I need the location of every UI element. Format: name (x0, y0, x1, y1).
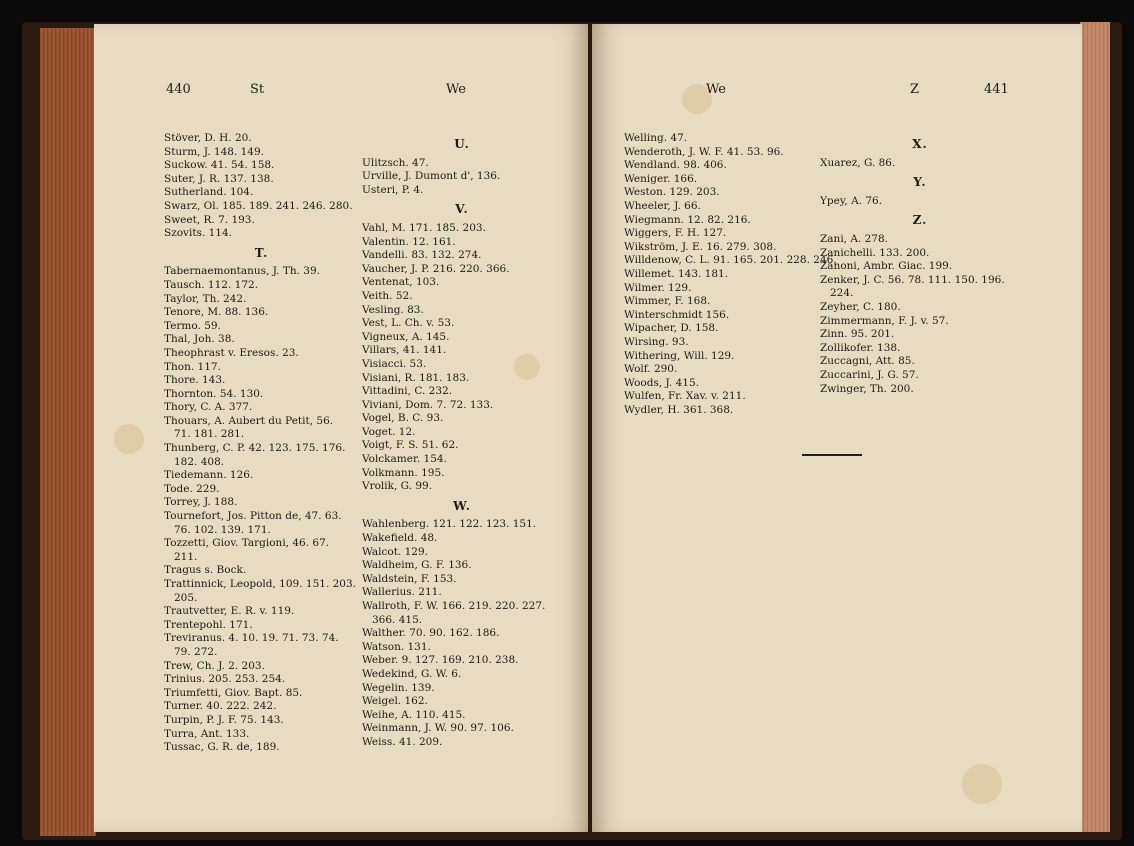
index-entry: Wilmer. 129. (624, 281, 692, 294)
index-entry: Urville, J. Dumont d', 136. (362, 170, 501, 183)
index-entry: Swarz, Ol. 185. 189. 241. 246. 280. (164, 199, 353, 212)
index-entry: Visiani, R. 181. 183. (362, 371, 470, 384)
running-head-left: St (250, 82, 265, 97)
index-entry: Wiegmann. 12. 82. 216. (624, 213, 751, 226)
index-entry: Wegelin. 139. (362, 681, 435, 694)
right-page (592, 24, 1082, 832)
index-entry: Wydler, H. 361. 368. (624, 403, 734, 416)
index-entry: Zanichelli. 133. 200. (820, 246, 930, 259)
letter-heading: W. (453, 498, 471, 513)
index-entry: Turpin, P. J. F. 75. 143. (164, 713, 284, 726)
letter-heading: X. (912, 137, 928, 151)
index-entry: Vaucher, J. P. 216. 220. 366. (362, 262, 510, 275)
index-entry: Thon. 117. (164, 360, 221, 373)
index-entry: Walther. 70. 90. 162. 186. (362, 627, 500, 640)
index-column (164, 132, 359, 755)
index-entry: Thunberg, C. P. 42. 123. 175. 176. (164, 442, 346, 455)
page-edges-left (40, 28, 96, 836)
index-entry: Tragus s. Bock. (164, 564, 247, 577)
running-head-right: We (446, 82, 466, 97)
index-entry: Ulitzsch. 47. (362, 156, 429, 169)
page-edges-right (1080, 22, 1110, 832)
index-entry: 224. (830, 287, 854, 300)
index-entry: Wikström, J. E. 16. 279. 308. (624, 240, 777, 253)
index-entry: Vesling. 83. (362, 303, 424, 316)
running-head-right: Z (910, 82, 920, 97)
index-entry: Trentepohl. 171. (164, 618, 253, 631)
index-entry: Zuccarini, J. G. 57. (820, 368, 919, 381)
index-entry: Thal, Joh. 38. (164, 333, 235, 346)
index-entry: Sutherland. 104. (164, 186, 254, 199)
letter-heading: T. (254, 245, 269, 260)
index-entry: Viviani, Dom. 7. 72. 133. (362, 398, 494, 411)
letter-heading: U. (454, 137, 470, 151)
index-entry: Suckow. 41. 54. 158. (164, 159, 275, 172)
index-entry: Thore. 143. (164, 374, 226, 387)
index-entry: 205. (174, 591, 198, 604)
index-entry: Vandelli. 83. 132. 274. (362, 249, 482, 262)
index-entry: Weston. 129. 203. (624, 186, 720, 199)
index-entry: Wipacher, D. 158. (624, 322, 719, 335)
index-entry: Weniger. 166. (624, 172, 698, 185)
index-entry: Termo. 59. (164, 319, 221, 332)
index-entry: Zimmermann, F. J. v. 57. (820, 314, 949, 327)
index-entry: Voigt, F. S. 51. 62. (362, 439, 459, 452)
index-entry: Volkmann. 195. (362, 466, 445, 479)
index-entry: Torrey, J. 188. (164, 496, 238, 509)
index-entry: Weiss. 41. 209. (362, 735, 443, 748)
index-entry: Wirsing. 93. (624, 335, 689, 348)
index-entry: Ypey, A. 76. (820, 194, 883, 207)
index-entry: Withering, Will. 129. (624, 349, 735, 362)
index-entry: Turra, Ant. 133. (164, 727, 250, 740)
index-entry: Vittadini, C. 232. (362, 385, 453, 398)
index-entry: Wenderoth, J. W. F. 41. 53. 96. (624, 145, 784, 158)
index-entry: Wulfen, Fr. Xav. v. 211. (624, 390, 746, 403)
index-entry: Wimmer, F. 168. (624, 295, 711, 308)
index-entry: Vahl, M. 171. 185. 203. (362, 221, 486, 234)
index-entry: Wheeler, J. 66. (624, 199, 701, 212)
index-entry: Vigneux, A. 145. (362, 330, 450, 343)
index-entry: Wedekind, G. W. 6. (362, 667, 462, 680)
index-entry: Tode. 229. (164, 482, 220, 495)
index-entry: Tiedemann. 126. (164, 469, 254, 482)
index-entry: Thornton. 54. 130. (164, 387, 264, 400)
paper-stain (962, 764, 1002, 804)
index-column (362, 132, 562, 750)
index-entry: Wakefield. 48. (362, 532, 438, 545)
index-entry: Visiacci. 53. (362, 357, 427, 370)
left-page (94, 24, 588, 832)
index-entry: Weber. 9. 127. 169. 210. 238. (362, 654, 519, 667)
index-entry: Usteri, P. 4. (362, 183, 424, 196)
index-entry: Villars, 41. 141. (362, 344, 447, 357)
index-entry: Woods, J. 415. (624, 376, 699, 389)
index-entry: Watson. 131. (362, 640, 431, 653)
index-entry: Xuarez, G. 86. (820, 156, 896, 169)
index-entry: Theophrast v. Eresos. 23. (164, 346, 299, 359)
index-entry: Welling. 47. (624, 132, 688, 144)
letter-heading: Y. (913, 175, 927, 190)
index-entry: Wallerius. 211. (362, 586, 442, 599)
index-entry: Turner. 40. 222. 242. (164, 700, 277, 713)
index-entry: Sturm, J. 148. 149. (164, 145, 264, 158)
index-entry: Walcot. 129. (362, 545, 428, 558)
index-entry: Tussac, G. R. de, 189. (164, 741, 280, 754)
index-entry: Zinn. 95. 201. (820, 328, 895, 341)
index-entry: Suter, J. R. 137. 138. (164, 172, 274, 185)
index-entry: Weinmann, J. W. 90. 97. 106. (362, 722, 514, 735)
index-entry: Wallroth, F. W. 166. 219. 220. 227. (362, 600, 546, 612)
index-entry: Triumfetti, Giov. Bapt. 85. (164, 686, 303, 699)
letter-heading: Z. (912, 213, 928, 228)
index-column (624, 132, 837, 417)
index-entry: Stöver, D. H. 20. (164, 132, 252, 144)
index-entry: Sweet, R. 7. 193. (164, 213, 255, 226)
index-entry: 71. 181. 281. (174, 428, 245, 441)
index-entry: Szovits. 114. (164, 227, 232, 240)
page-number: 440 (166, 82, 191, 97)
index-entry: Trautvetter, E. R. v. 119. (164, 605, 295, 618)
index-entry: 76. 102. 139. 171. (174, 523, 271, 536)
index-entry: Trinius. 205. 253. 254. (164, 673, 286, 686)
index-entry: Wolf. 290. (624, 363, 678, 376)
index-entry: Tausch. 112. 172. (164, 278, 259, 291)
index-entry: Weihe, A. 110. 415. (362, 708, 466, 721)
paper-stain (114, 424, 144, 454)
index-entry: Vrolik, G. 99. (362, 480, 433, 493)
index-entry: Winterschmidt 156. (624, 308, 730, 321)
index-entry: Trattinnick, Leopold, 109. 151. 203. (164, 578, 356, 590)
index-entry: Treviranus. 4. 10. 19. 71. 73. 74. (164, 632, 339, 645)
index-entry: Weigel. 162. (362, 695, 428, 708)
index-entry: Zwinger, Th. 200. (820, 382, 914, 395)
letter-heading: V. (455, 202, 469, 217)
index-entry: 182. 408. (174, 455, 225, 468)
index-entry: Valentin. 12. 161. (362, 235, 456, 248)
index-entry: Waldstein, F. 153. (362, 572, 457, 585)
index-entry: Thory, C. A. 377. (164, 401, 253, 414)
page-number: 441 (984, 82, 1009, 97)
index-entry: Veith. 52. (362, 289, 413, 302)
index-entry: 211. (174, 550, 198, 563)
index-entry: Wahlenberg. 121. 122. 123. 151. (362, 518, 537, 531)
index-entry: Zuccagni, Att. 85. (820, 355, 915, 368)
index-entry: Tozzetti, Giov. Targioni, 46. 67. (164, 537, 330, 550)
index-entry: Wendland. 98. 406. (624, 159, 727, 172)
index-entry: Tournefort, Jos. Pitton de, 47. 63. (164, 510, 342, 523)
index-entry: Zollikofer. 138. (820, 341, 901, 354)
index-entry: Vest, L. Ch. v. 53. (362, 317, 455, 330)
index-entry: Voget. 12. (362, 425, 416, 438)
index-entry: Ventenat, 103. (362, 276, 440, 289)
index-entry: Volckamer. 154. (362, 453, 447, 466)
index-entry: Tenore, M. 88. 136. (164, 306, 269, 319)
running-head-left: We (706, 82, 726, 97)
index-entry: Vogel, B. C. 93. (362, 412, 444, 425)
index-entry: 366. 415. (372, 613, 423, 626)
index-entry: Wiggers, F. H. 127. (624, 227, 727, 240)
index-column (820, 132, 1020, 396)
index-entry: Zanoni, Ambr. Giac. 199. (820, 260, 953, 273)
index-entry: Willdenow, C. L. 91. 165. 201. 228. 246. (624, 254, 837, 267)
index-entry: Taylor, Th. 242. (164, 292, 247, 305)
index-entry: Zenker, J. C. 56. 78. 111. 150. 196. (820, 273, 1005, 286)
index-entry: Waldheim, G. F. 136. (362, 559, 472, 572)
index-entry: Trew, Ch. J. 2. 203. (164, 659, 265, 672)
index-entry: Willemet. 143. 181. (624, 267, 729, 280)
section-rule (802, 454, 862, 456)
index-entry: Tabernaemontanus, J. Th. 39. (164, 265, 320, 278)
index-entry: 79. 272. (174, 645, 218, 658)
index-entry: Zeyher, C. 180. (820, 300, 901, 313)
index-entry: Zani, A. 278. (820, 232, 888, 245)
index-entry: Thouars, A. Aubert du Petit, 56. (164, 414, 334, 427)
